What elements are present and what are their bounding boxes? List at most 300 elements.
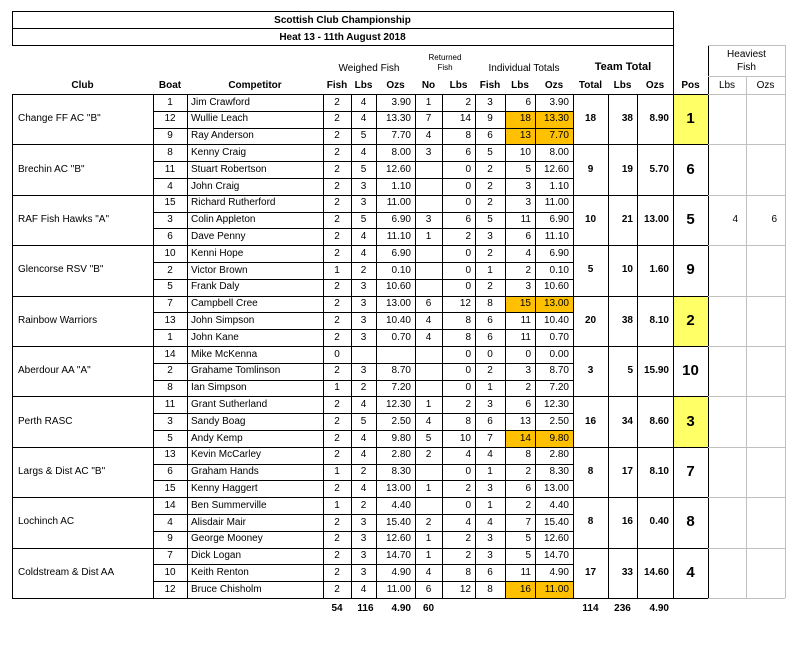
- weighed-fish: 1: [334, 466, 340, 478]
- individual-fish: 6: [487, 415, 493, 427]
- club-name: Brechin AC "B": [18, 163, 85, 175]
- weighed-ozs: 12.60: [385, 533, 411, 545]
- grid-line: [12, 548, 708, 549]
- returned-lbs-header: Lbs: [449, 80, 468, 91]
- grid-line: [708, 245, 785, 246]
- individual-lbs: 2: [525, 264, 531, 276]
- individual-fish: 4: [487, 449, 493, 461]
- individual-ozs: 12.60: [543, 163, 569, 175]
- club-name: Lochinch AC: [18, 516, 75, 528]
- grand-team-total: 114: [582, 603, 599, 614]
- individual-ozs: 8.70: [549, 365, 569, 377]
- returned-lbs: 0: [465, 281, 471, 293]
- grid-line: [153, 531, 573, 532]
- individual-ozs: 4.90: [549, 566, 569, 578]
- team-ozs: 1.60: [649, 264, 669, 276]
- boat-number: 6: [167, 230, 173, 242]
- returned-no: 1: [425, 533, 432, 545]
- individual-lbs: 3: [525, 365, 531, 377]
- boat-number: 7: [167, 298, 173, 310]
- grid-line: [12, 396, 708, 397]
- team-ozs: 15.90: [643, 365, 669, 377]
- returned-no: 1: [425, 550, 432, 562]
- individual-ozs: 0.70: [549, 331, 569, 343]
- team-position: 10: [682, 362, 699, 380]
- weighed-ozs: 9.80: [391, 432, 411, 444]
- returned-lbs: 8: [465, 314, 471, 326]
- individual-lbs: 5: [525, 550, 531, 562]
- grid-line: [153, 161, 573, 162]
- returned-no-header: No: [421, 80, 436, 91]
- team-total: 20: [584, 314, 597, 326]
- team-ozs: 13.00: [643, 214, 669, 225]
- weighed-fish: 2: [334, 482, 340, 494]
- team-position: 4: [686, 563, 695, 581]
- team-ozs: 8.10: [649, 314, 669, 326]
- boat-number: 3: [167, 415, 173, 427]
- boat-number: 5: [167, 432, 173, 444]
- competitor-name: Richard Rutherford: [191, 197, 276, 209]
- grid-line: [708, 296, 785, 297]
- weighed-ozs: 10.60: [385, 281, 411, 293]
- team-lbs: 5: [627, 365, 633, 377]
- grid-line: [153, 279, 573, 280]
- returned-no: 4: [425, 314, 432, 326]
- returned-lbs: 0: [465, 466, 471, 478]
- grid-line: [673, 11, 674, 45]
- individual-ozs: 2.50: [549, 415, 569, 427]
- competitor-name: Mike McKenna: [191, 348, 258, 360]
- returned-lbs: 4: [465, 449, 471, 461]
- individual-lbs: 5: [525, 533, 531, 545]
- grid-line: [12, 28, 673, 29]
- competitor-name: George Mooney: [191, 533, 263, 545]
- boat-number: 12: [164, 583, 176, 595]
- competitor-name: John Craig: [191, 180, 240, 192]
- competitor-name: John Simpson: [191, 314, 255, 326]
- individual-ozs: 7.20: [549, 382, 569, 394]
- total-lbs: 116: [357, 603, 374, 614]
- team-lbs: 34: [621, 415, 633, 427]
- boat-number: 1: [167, 331, 173, 343]
- boat-number: 12: [164, 113, 176, 125]
- returned-lbs: 12: [459, 583, 471, 595]
- weighed-ozs: 14.70: [385, 550, 411, 562]
- weighed-lbs: 4: [360, 96, 367, 108]
- weighed-fish: 2: [334, 96, 340, 108]
- returned-fish-header: Fish: [437, 63, 453, 72]
- returned-no: 4: [425, 566, 432, 578]
- club-name: Rainbow Warriors: [18, 314, 98, 326]
- boat-number: 2: [167, 365, 173, 377]
- weighed-lbs: 3: [360, 533, 367, 545]
- grid-line: [153, 212, 573, 213]
- weighed-lbs: 4: [360, 583, 367, 595]
- boat-number: 11: [164, 398, 176, 410]
- weighed-lbs: 5: [360, 163, 367, 175]
- weighed-fish: 2: [334, 197, 340, 209]
- competitor-name: Dick Logan: [191, 550, 242, 562]
- weighed-fish: 2: [334, 314, 340, 326]
- individual-fish: 5: [487, 214, 493, 226]
- club-name: Aberdour AA "A": [18, 365, 91, 377]
- grid-line: [785, 45, 786, 94]
- individual-fish: 1: [487, 382, 493, 394]
- weighed-ozs: 11.10: [386, 230, 411, 242]
- grid-line: [187, 94, 188, 598]
- team-total: 9: [587, 163, 594, 175]
- individual-totals-header: Individual Totals: [488, 63, 560, 74]
- individual-fish-header: Fish: [479, 80, 501, 91]
- individual-fish: 3: [487, 533, 493, 545]
- individual-ozs: 11.00: [544, 197, 569, 209]
- individual-lbs: 10: [519, 146, 531, 158]
- grid-line: [12, 598, 708, 599]
- grid-line: [323, 94, 324, 598]
- returned-lbs: 8: [465, 331, 471, 343]
- team-lbs-header: Lbs: [613, 80, 632, 91]
- individual-lbs: 4: [525, 247, 531, 259]
- weighed-fish: 2: [334, 331, 340, 343]
- competitor-name: Alisdair Mair: [191, 516, 247, 528]
- weighed-ozs: 0.70: [391, 331, 411, 343]
- grid-line: [708, 447, 785, 448]
- weighed-ozs: 2.50: [391, 415, 411, 427]
- boat-number: 13: [164, 449, 176, 461]
- boat-number: 9: [167, 533, 173, 545]
- weighed-ozs: 7.70: [391, 130, 411, 142]
- individual-fish: 6: [487, 566, 493, 578]
- heaviest-lbs: 4: [732, 214, 738, 225]
- grid-line: [153, 380, 573, 381]
- returned-fish-header: Returned: [428, 53, 462, 62]
- returned-no: 5: [425, 432, 432, 444]
- individual-ozs: 9.80: [549, 432, 569, 444]
- individual-lbs: 2: [525, 382, 531, 394]
- grid-line: [535, 94, 536, 598]
- total-fish: 54: [331, 603, 343, 614]
- weighed-fish: 2: [334, 130, 340, 142]
- weighed-ozs: 1.10: [391, 180, 411, 192]
- team-total-header: Team Total: [594, 61, 652, 73]
- individual-fish: 6: [487, 331, 493, 343]
- club-name: Glencorse RSV "B": [18, 264, 104, 276]
- weighed-fish: 2: [334, 214, 340, 226]
- returned-lbs: 8: [465, 130, 471, 142]
- individual-fish: 8: [487, 298, 493, 310]
- team-position: 5: [686, 211, 695, 228]
- grand-team-ozs: 4.90: [649, 603, 669, 614]
- grid-line: [442, 94, 443, 598]
- weighed-fish: 2: [334, 247, 340, 259]
- competitor-name: Wullie Leach: [191, 113, 249, 125]
- boat-number: 2: [167, 264, 173, 276]
- weighed-ozs: 13.30: [385, 113, 411, 125]
- returned-lbs: 2: [465, 398, 471, 410]
- weighed-lbs: 2: [360, 264, 367, 276]
- grid-line: [153, 564, 573, 565]
- boat-number: 10: [164, 247, 176, 259]
- returned-lbs: 0: [465, 264, 471, 276]
- club-name: Perth RASC: [18, 415, 73, 427]
- grid-line: [475, 94, 476, 598]
- weighed-fish: 2: [334, 583, 340, 595]
- weighed-fish: 2: [334, 281, 340, 293]
- individual-lbs: 14: [519, 432, 531, 444]
- returned-lbs: 8: [465, 415, 471, 427]
- team-ozs: 5.70: [649, 163, 669, 175]
- weighed-fish: 2: [334, 298, 340, 310]
- grid-line: [708, 94, 785, 95]
- individual-ozs: 13.30: [543, 113, 569, 125]
- individual-fish: 3: [487, 96, 493, 108]
- boat-number: 5: [167, 281, 173, 293]
- weighed-lbs: 2: [360, 382, 367, 394]
- returned-no: 4: [425, 331, 432, 343]
- individual-fish: 6: [487, 314, 493, 326]
- individual-fish: 7: [487, 432, 493, 444]
- competitor-name: Sandy Boag: [191, 415, 246, 427]
- team-lbs: 21: [621, 214, 633, 225]
- weighed-ozs: 2.80: [391, 449, 411, 461]
- grid-line: [505, 94, 506, 598]
- returned-no: 6: [425, 583, 432, 595]
- team-position: 1: [686, 110, 695, 128]
- grid-line: [376, 94, 377, 598]
- individual-ozs: 13.00: [543, 298, 569, 310]
- competitor-name: Keith Renton: [191, 566, 249, 578]
- boat-header: Boat: [158, 80, 182, 91]
- individual-lbs: 3: [525, 197, 531, 209]
- grid-line: [12, 497, 708, 498]
- individual-lbs: 13: [519, 130, 531, 142]
- weighed-lbs: 3: [360, 281, 367, 293]
- competitor-name: Kevin McCarley: [191, 449, 262, 461]
- individual-fish: 2: [487, 365, 493, 377]
- weighed-lbs: 4: [360, 449, 367, 461]
- grid-line: [708, 45, 785, 46]
- pos-header: Pos: [681, 80, 700, 91]
- team-ozs-header: Ozs: [645, 80, 665, 91]
- returned-lbs: 0: [465, 247, 471, 259]
- competitor-name: Ben Summerville: [191, 499, 267, 511]
- team-total-col-header: Total: [578, 80, 603, 91]
- individual-lbs: 8: [525, 449, 531, 461]
- individual-fish: 3: [487, 550, 493, 562]
- individual-ozs: 1.10: [549, 180, 569, 192]
- boat-number: 8: [167, 146, 173, 158]
- returned-lbs: 6: [465, 214, 471, 226]
- returned-lbs: 2: [465, 230, 471, 242]
- grid-line: [12, 45, 673, 46]
- individual-lbs: 6: [525, 230, 531, 242]
- heaviest-fish-header: Heaviest: [727, 49, 766, 60]
- weighed-fish: 2: [334, 365, 340, 377]
- grid-line: [608, 94, 609, 598]
- grand-team-lbs: 236: [614, 603, 631, 614]
- individual-ozs: 6.90: [549, 247, 569, 259]
- weighed-lbs: 3: [360, 331, 367, 343]
- sheet-subtitle: Heat 13 - 11th August 2018: [279, 32, 406, 43]
- returned-lbs: 6: [465, 146, 471, 158]
- returned-lbs: 2: [465, 96, 471, 108]
- competitor-name: Ray Anderson: [191, 130, 254, 142]
- team-total: 8: [587, 466, 594, 477]
- individual-ozs: 11.10: [544, 230, 569, 242]
- team-total: 10: [584, 214, 597, 225]
- weighed-lbs: 3: [360, 314, 367, 326]
- returned-lbs: 0: [465, 180, 471, 192]
- individual-lbs: 3: [525, 180, 531, 192]
- competitor-name: Campbell Cree: [191, 298, 258, 310]
- weighed-lbs: 4: [360, 482, 367, 494]
- grid-line: [153, 363, 573, 364]
- team-ozs: 8.10: [649, 466, 669, 477]
- returned-lbs: 0: [465, 348, 471, 360]
- team-lbs: 38: [621, 113, 633, 125]
- returned-no: 1: [425, 398, 432, 410]
- individual-ozs: 14.70: [543, 550, 569, 562]
- team-position: 9: [686, 261, 695, 279]
- competitor-name: Colin Appleton: [191, 214, 256, 226]
- weighed-ozs: 6.90: [391, 247, 411, 259]
- grid-line: [351, 94, 352, 598]
- competitor-name: Grant Sutherland: [191, 398, 268, 410]
- individual-lbs: 11: [520, 214, 531, 226]
- weighed-ozs: 15.40: [385, 516, 411, 528]
- grid-line: [12, 94, 708, 95]
- total-returned: 60: [422, 603, 435, 614]
- competitor-name: Stuart Robertson: [191, 163, 267, 175]
- boat-number: 4: [167, 516, 173, 528]
- competitor-name: Victor Brown: [191, 264, 248, 276]
- individual-fish: 3: [487, 398, 493, 410]
- individual-lbs: 11: [520, 331, 531, 343]
- returned-lbs: 12: [459, 298, 471, 310]
- weighed-lbs: 4: [360, 146, 367, 158]
- heaviest-ozs-header: Ozs: [756, 80, 775, 91]
- grid-line: [153, 514, 573, 515]
- individual-ozs: 3.90: [549, 96, 569, 108]
- grid-line: [153, 430, 573, 431]
- grid-line: [708, 346, 785, 347]
- weighed-ozs: 3.90: [391, 96, 411, 108]
- individual-ozs: 10.40: [543, 314, 569, 326]
- weighed-fish: 2: [334, 230, 340, 242]
- individual-lbs-header: Lbs: [511, 80, 529, 91]
- grid-line: [708, 195, 785, 196]
- grid-line: [708, 396, 785, 397]
- grid-line: [12, 245, 708, 246]
- grid-line: [708, 497, 785, 498]
- club-header: Club: [71, 80, 94, 91]
- grid-line: [708, 548, 785, 549]
- weighed-fish: 2: [334, 516, 340, 528]
- ozs-header: Ozs: [386, 80, 405, 91]
- individual-ozs: 12.30: [543, 398, 569, 410]
- competitor-name: Jim Crawford: [191, 96, 250, 108]
- individual-ozs-header: Ozs: [544, 80, 564, 91]
- boat-number: 14: [164, 499, 176, 511]
- weighed-lbs: 3: [360, 365, 367, 377]
- boat-number: 4: [167, 180, 173, 192]
- competitor-header: Competitor: [228, 80, 282, 91]
- weighed-lbs: 4: [360, 230, 367, 242]
- weighed-ozs: 13.00: [385, 482, 411, 494]
- individual-ozs: 10.60: [543, 281, 569, 293]
- individual-ozs: 8.00: [549, 146, 569, 158]
- weighed-fish: 2: [334, 398, 340, 410]
- individual-ozs: 6.90: [549, 214, 569, 226]
- competitor-name: Bruce Chisholm: [191, 583, 262, 595]
- returned-no: 2: [425, 449, 432, 461]
- weighed-ozs: 10.40: [385, 314, 411, 326]
- grid-line: [153, 178, 573, 179]
- boat-number: 15: [164, 197, 176, 209]
- individual-lbs: 3: [525, 281, 531, 293]
- team-lbs: 19: [621, 163, 633, 175]
- grid-line: [12, 94, 13, 598]
- individual-fish: 2: [487, 163, 493, 175]
- weighed-fish: 2: [334, 449, 340, 461]
- weighed-ozs: 11.00: [386, 583, 411, 595]
- boat-number: 14: [164, 348, 176, 360]
- team-total: 8: [587, 516, 594, 528]
- boat-number: 9: [167, 130, 173, 142]
- individual-lbs: 2: [525, 466, 531, 478]
- weighed-ozs: 4.40: [391, 499, 411, 511]
- returned-no: 2: [425, 516, 432, 528]
- individual-lbs: 0: [525, 348, 531, 360]
- individual-ozs: 8.30: [549, 466, 569, 478]
- weighed-lbs: 2: [360, 499, 367, 511]
- boat-number: 15: [164, 482, 176, 494]
- weighed-fish: 2: [334, 415, 340, 427]
- weighed-fish: 1: [334, 382, 340, 394]
- returned-no: 7: [425, 113, 432, 125]
- grid-line: [637, 94, 638, 598]
- weighed-ozs: 7.20: [391, 382, 411, 394]
- weighed-lbs: 4: [360, 398, 367, 410]
- competitor-name: Graham Hands: [191, 466, 259, 478]
- heaviest-lbs-header: Lbs: [718, 80, 736, 91]
- weighed-lbs: 4: [360, 432, 367, 444]
- weighed-fish: 2: [334, 163, 340, 175]
- grid-line: [153, 111, 573, 112]
- returned-lbs: 2: [465, 550, 471, 562]
- individual-fish: 9: [487, 113, 493, 125]
- grid-line: [153, 128, 573, 129]
- grid-line: [153, 312, 573, 313]
- team-lbs: 10: [621, 264, 633, 276]
- individual-lbs: 6: [525, 96, 531, 108]
- team-total: 3: [587, 365, 594, 377]
- returned-lbs: 0: [465, 365, 471, 377]
- returned-lbs: 2: [465, 482, 471, 494]
- individual-fish: 2: [487, 197, 493, 209]
- weighed-ozs: 12.60: [385, 163, 411, 175]
- team-ozs: 14.60: [643, 566, 669, 578]
- individual-fish: 1: [487, 499, 493, 511]
- team-position: 3: [686, 412, 695, 430]
- grid-line: [12, 195, 708, 196]
- team-total: 16: [584, 415, 597, 427]
- team-lbs: 17: [621, 466, 633, 477]
- grid-line: [573, 94, 574, 598]
- club-name: Coldstream & Dist AA: [18, 566, 115, 578]
- grid-line: [12, 296, 708, 297]
- weighed-fish: 2: [334, 146, 340, 158]
